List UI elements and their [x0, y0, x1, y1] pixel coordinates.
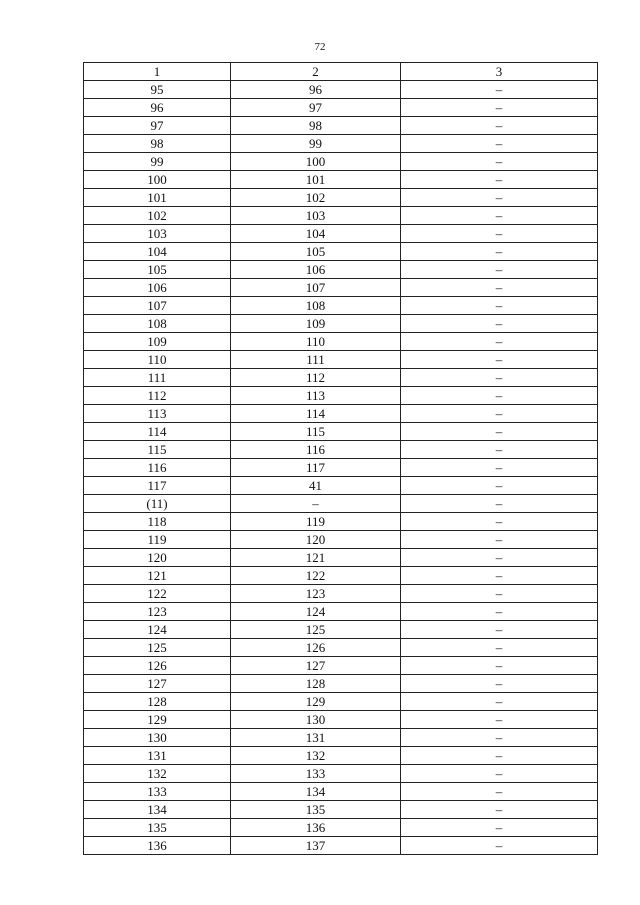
- table-cell-col-2: 119: [231, 513, 401, 531]
- table-cell-col-1: 108: [84, 315, 231, 333]
- table-cell-col-1: 135: [84, 819, 231, 837]
- table-cell-col-2: 137: [231, 837, 401, 855]
- table-row: [84, 549, 598, 567]
- table-row: [84, 423, 598, 441]
- table-cell-col-1: 119: [84, 531, 231, 549]
- table-row: [84, 135, 598, 153]
- table-cell-col-2: 108: [231, 297, 401, 315]
- table-cell-col-1: 103: [84, 225, 231, 243]
- table-cell-col-3: –: [401, 333, 598, 351]
- table-cell-col-3: –: [401, 513, 598, 531]
- table-cell-col-1: 115: [84, 441, 231, 459]
- table-cell-col-3: –: [401, 783, 598, 801]
- table-cell-col-3: –: [401, 765, 598, 783]
- table-row: [84, 531, 598, 549]
- table-row: [84, 837, 598, 855]
- table-cell-col-2: 98: [231, 117, 401, 135]
- table-cell-col-2: 117: [231, 459, 401, 477]
- table-cell-col-2: 120: [231, 531, 401, 549]
- table-cell-col-3: –: [401, 603, 598, 621]
- table-cell-col-2: 135: [231, 801, 401, 819]
- table-cell-col-2: 127: [231, 657, 401, 675]
- table-cell-col-1: 96: [84, 99, 231, 117]
- table-row: [84, 621, 598, 639]
- table-cell-col-2: 132: [231, 747, 401, 765]
- table-cell-col-1: 100: [84, 171, 231, 189]
- table-cell-col-3: –: [401, 459, 598, 477]
- table-cell-col-3: –: [401, 621, 598, 639]
- table-cell-col-3: –: [401, 297, 598, 315]
- table-row: [84, 441, 598, 459]
- table-cell-col-3: –: [401, 369, 598, 387]
- table-cell-col-2: 131: [231, 729, 401, 747]
- table-cell-col-1: 123: [84, 603, 231, 621]
- table-cell-col-2: 110: [231, 333, 401, 351]
- table-cell-col-1: 98: [84, 135, 231, 153]
- table-cell-col-2: 106: [231, 261, 401, 279]
- page-number: 72: [314, 41, 326, 53]
- table-cell-col-2: 104: [231, 225, 401, 243]
- table-cell-col-2: 101: [231, 171, 401, 189]
- table-cell-col-3: –: [401, 585, 598, 603]
- table-row: [84, 513, 598, 531]
- table-cell-col-1: 129: [84, 711, 231, 729]
- table-row: [84, 567, 598, 585]
- table-cell-col-1: 120: [84, 549, 231, 567]
- table-row: [84, 495, 598, 513]
- table-row: [84, 333, 598, 351]
- table-cell-col-2: 116: [231, 441, 401, 459]
- table-row: [84, 801, 598, 819]
- table-cell-col-1: 118: [84, 513, 231, 531]
- table-row: [84, 99, 598, 117]
- table-row: [84, 585, 598, 603]
- table-cell-col-1: 110: [84, 351, 231, 369]
- table-cell-col-1: 130: [84, 729, 231, 747]
- table-cell-col-1: 102: [84, 207, 231, 225]
- table-row: [84, 639, 598, 657]
- table-body: [84, 81, 598, 855]
- table-row: [84, 261, 598, 279]
- table-cell-col-2: 134: [231, 783, 401, 801]
- table-cell-col-2: 136: [231, 819, 401, 837]
- table-cell-col-1: 128: [84, 693, 231, 711]
- table-cell-col-1: 95: [84, 81, 231, 99]
- table-cell-col-2: 100: [231, 153, 401, 171]
- table-cell-col-3: –: [401, 153, 598, 171]
- table-cell-col-2: 133: [231, 765, 401, 783]
- table-cell-col-3: –: [401, 711, 598, 729]
- table-cell-col-2: 128: [231, 675, 401, 693]
- table-cell-col-3: –: [401, 351, 598, 369]
- table-cell-col-3: –: [401, 315, 598, 333]
- table-cell-col-1: 114: [84, 423, 231, 441]
- table-cell-col-3: –: [401, 477, 598, 495]
- table-cell-col-1: 136: [84, 837, 231, 855]
- table-cell-col-1: 111: [84, 369, 231, 387]
- table-cell-col-2: 97: [231, 99, 401, 117]
- table-cell-col-1: 101: [84, 189, 231, 207]
- table-row: [84, 819, 598, 837]
- table-cell-col-1: 104: [84, 243, 231, 261]
- table-cell-col-1: 112: [84, 387, 231, 405]
- table-cell-col-3: –: [401, 639, 598, 657]
- table-cell-col-3: –: [401, 675, 598, 693]
- table-cell-col-2: 103: [231, 207, 401, 225]
- table-row: [84, 153, 598, 171]
- table-row: [84, 243, 598, 261]
- table-row: [84, 369, 598, 387]
- table-row: [84, 747, 598, 765]
- table-cell-col-3: –: [401, 567, 598, 585]
- table-cell-col-3: –: [401, 495, 598, 513]
- table-cell-col-2: 124: [231, 603, 401, 621]
- table-header-row: [84, 63, 598, 81]
- table-cell-col-1: 131: [84, 747, 231, 765]
- table-cell-col-2: 99: [231, 135, 401, 153]
- table-cell-col-3: –: [401, 693, 598, 711]
- table-cell-col-1: 116: [84, 459, 231, 477]
- table-row: [84, 117, 598, 135]
- table-row: [84, 765, 598, 783]
- table-cell-col-3: –: [401, 387, 598, 405]
- table-row: [84, 171, 598, 189]
- table-cell-col-2: 111: [231, 351, 401, 369]
- table-cell-col-3: –: [401, 549, 598, 567]
- table-cell-col-1: 121: [84, 567, 231, 585]
- table-cell-col-1: 126: [84, 657, 231, 675]
- table-cell-col-3: –: [401, 279, 598, 297]
- table-cell-col-2: 123: [231, 585, 401, 603]
- table-cell-col-3: –: [401, 801, 598, 819]
- table-cell-col-3: –: [401, 819, 598, 837]
- table-cell-col-1: 107: [84, 297, 231, 315]
- table-cell-col-1: 132: [84, 765, 231, 783]
- table-cell-col-3: –: [401, 207, 598, 225]
- table-cell-col-2: 112: [231, 369, 401, 387]
- table-cell-col-2: 115: [231, 423, 401, 441]
- table-cell-col-3: –: [401, 99, 598, 117]
- table-row: [84, 405, 598, 423]
- table-row: [84, 315, 598, 333]
- table-cell-col-3: –: [401, 657, 598, 675]
- table-row: [84, 225, 598, 243]
- table-cell-col-2: 107: [231, 279, 401, 297]
- table-cell-col-2: 96: [231, 81, 401, 99]
- table-cell-col-2: 102: [231, 189, 401, 207]
- table-cell-col-3: –: [401, 243, 598, 261]
- table-cell-col-3: –: [401, 225, 598, 243]
- table-row: [84, 783, 598, 801]
- table-cell-col-1: 106: [84, 279, 231, 297]
- table-row: [84, 297, 598, 315]
- data-table: [83, 62, 598, 855]
- table-row: [84, 675, 598, 693]
- table-cell-col-1: 122: [84, 585, 231, 603]
- table-row: [84, 693, 598, 711]
- table-cell-col-2: 41: [231, 477, 401, 495]
- table-row: [84, 207, 598, 225]
- table-cell-col-3: –: [401, 837, 598, 855]
- table-cell-col-2: 126: [231, 639, 401, 657]
- table-cell-col-3: –: [401, 747, 598, 765]
- table-cell-col-1: 113: [84, 405, 231, 423]
- table-cell-col-1: 117: [84, 477, 231, 495]
- table-cell-col-3: –: [401, 189, 598, 207]
- table-cell-col-2: 122: [231, 567, 401, 585]
- table-row: [84, 279, 598, 297]
- table-cell-col-2: 109: [231, 315, 401, 333]
- table-cell-col-1: 105: [84, 261, 231, 279]
- table-cell-col-3: –: [401, 531, 598, 549]
- table-cell-col-2: 114: [231, 405, 401, 423]
- table-cell-col-1: 134: [84, 801, 231, 819]
- table-row: [84, 477, 598, 495]
- table-cell-col-3: –: [401, 135, 598, 153]
- table-cell-col-3: –: [401, 81, 598, 99]
- table-row: [84, 603, 598, 621]
- table-cell-col-2: 113: [231, 387, 401, 405]
- column-header-3: 3: [401, 63, 598, 81]
- table-cell-col-1: (11): [84, 495, 231, 513]
- column-header-2: 2: [231, 63, 401, 81]
- table-cell-col-1: 133: [84, 783, 231, 801]
- table-cell-col-2: 125: [231, 621, 401, 639]
- table-row: [84, 729, 598, 747]
- table-cell-col-1: 97: [84, 117, 231, 135]
- table-cell-col-1: 124: [84, 621, 231, 639]
- table-cell-col-3: –: [401, 171, 598, 189]
- table-cell-col-2: 129: [231, 693, 401, 711]
- table-cell-col-1: 125: [84, 639, 231, 657]
- table-row: [84, 351, 598, 369]
- table-cell-col-2: 121: [231, 549, 401, 567]
- table-cell-col-3: –: [401, 261, 598, 279]
- table-cell-col-3: –: [401, 423, 598, 441]
- table-cell-col-3: –: [401, 441, 598, 459]
- table-cell-col-1: 127: [84, 675, 231, 693]
- column-header-1: 1: [84, 63, 231, 81]
- table-row: [84, 387, 598, 405]
- table-cell-col-3: –: [401, 729, 598, 747]
- table-row: [84, 459, 598, 477]
- table-cell-col-2: 130: [231, 711, 401, 729]
- table-cell-col-3: –: [401, 405, 598, 423]
- table-row: [84, 189, 598, 207]
- table-cell-col-2: 105: [231, 243, 401, 261]
- table-cell-col-1: 99: [84, 153, 231, 171]
- table-row: [84, 81, 598, 99]
- table-row: [84, 657, 598, 675]
- table-row: [84, 711, 598, 729]
- table-cell-col-3: –: [401, 117, 598, 135]
- table-cell-col-2: –: [231, 495, 401, 513]
- table-cell-col-1: 109: [84, 333, 231, 351]
